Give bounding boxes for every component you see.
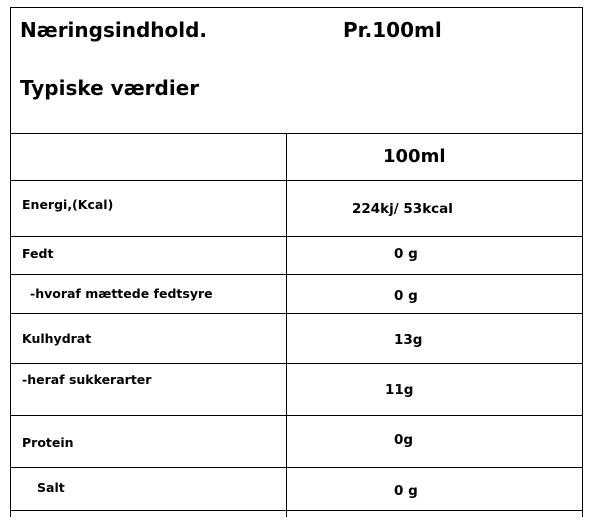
per-amount-label: Pr.100ml [343,18,442,42]
header-divider [10,133,583,134]
row-label-fat: Fedt [22,246,54,261]
row-label-sugars: -heraf sukkerarter [22,372,152,387]
row-divider [10,274,583,275]
row-label-saturated-fat: -hvoraf mættede fedtsyre [30,286,213,301]
column-divider [286,133,287,517]
row-divider [10,415,583,416]
row-value-saturated-fat: 0 g [394,288,418,304]
row-divider [10,510,583,511]
row-label-carbohydrate: Kulhydrat [22,331,92,346]
page-subtitle: Typiske værdier [20,76,200,100]
row-value-sugars: 11g [385,382,414,398]
row-value-carbohydrate: 13g [394,332,423,348]
row-label-protein: Protein [22,435,74,450]
column-header: 100ml [383,146,446,167]
page-title: Næringsindhold. [20,18,208,42]
row-value-salt: 0 g [394,483,418,499]
row-value-fat: 0 g [394,246,418,262]
row-divider [10,180,583,181]
row-divider [10,236,583,237]
row-value-protein: 0g [394,432,414,448]
row-label-energy: Energi,(Kcal) [22,197,114,212]
row-divider [10,467,583,468]
row-value-energy: 224kj/ 53kcal [352,201,453,217]
row-divider [10,313,583,314]
row-label-salt: Salt [37,480,65,495]
row-divider [10,363,583,364]
